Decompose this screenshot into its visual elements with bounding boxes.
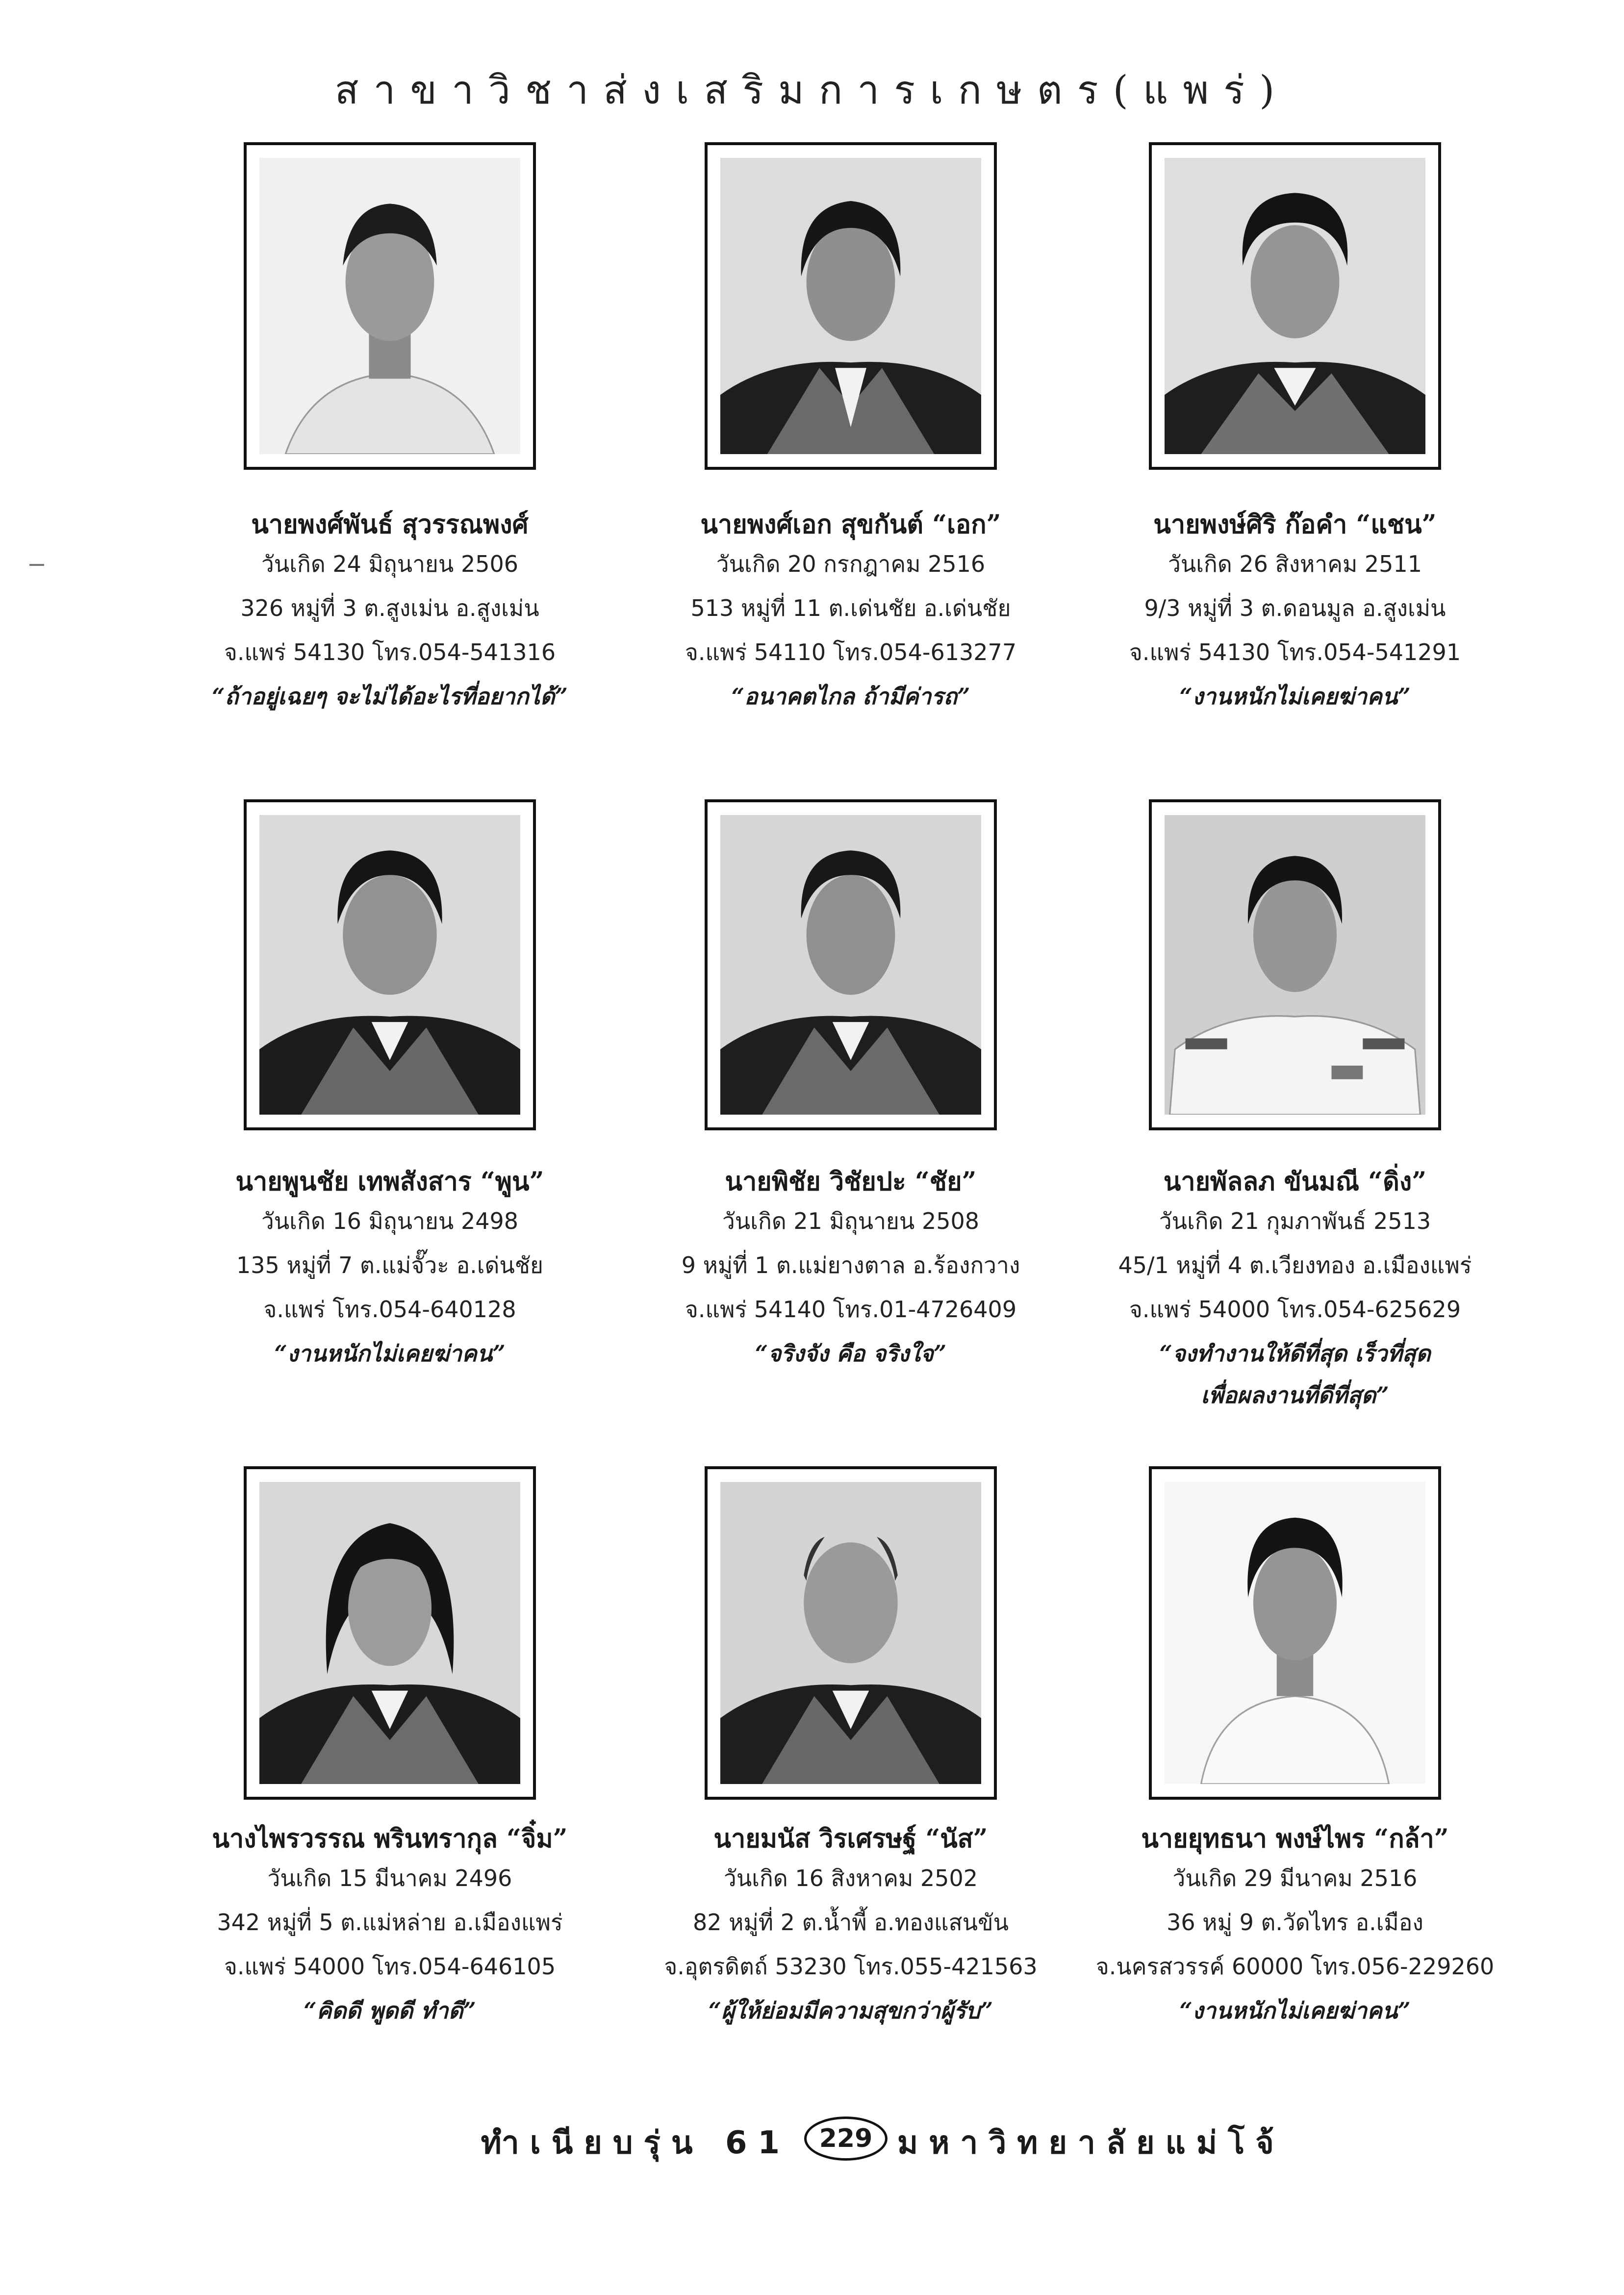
motto-continued: เพื่อผลงานที่ดีที่สุด” — [1201, 1382, 1389, 1408]
portrait-photo — [705, 142, 997, 470]
portrait-photo — [1149, 142, 1441, 470]
motto: “งานหนักไม่เคยฆ่าคน” — [1179, 1997, 1411, 2024]
person-card — [150, 1165, 630, 1376]
address-line: 9 หมู่ที่ 1 ต.แม่ยางตาล อ.ร้องกวาง — [681, 1252, 1020, 1278]
scan-mark — [29, 564, 44, 566]
motto: “อนาคตไกล ถ้ามีค่ารถ” — [731, 683, 970, 710]
motto: “คิดดี พูดดี ทำดี” — [304, 1997, 476, 2024]
person-card — [1055, 1165, 1535, 1415]
address-phone: จ.แพร่ 54130 โทร.054-541291 — [1129, 639, 1461, 665]
address-phone: จ.แพร่ 54110 โทร.054-613277 — [685, 639, 1017, 665]
motto: “ผู้ให้ย่อมมีความสุขกว่าผู้รับ” — [708, 1997, 993, 2024]
birth-date: วันเกิด 21 มิถุนายน 2508 — [722, 1208, 980, 1234]
person-card — [610, 1822, 1091, 2033]
page-footer — [0, 2104, 1624, 2172]
birth-date: วันเกิด 16 สิงหาคม 2502 — [724, 1865, 978, 1891]
address-line: 513 หมู่ที่ 11 ต.เด่นชัย อ.เด่นชัย — [690, 595, 1011, 621]
footer-yearbook-label: ทำเนียบรุ่น 61 — [481, 2125, 790, 2161]
person-card — [1055, 508, 1535, 718]
person-card — [150, 508, 630, 718]
person-name: นายพงศ์เอก สุขกันต์ “เอก” — [700, 510, 1001, 539]
person-card — [1055, 1822, 1535, 2033]
address-line: 82 หมู่ที่ 2 ต.น้ำพี้ อ.ทองแสนขัน — [692, 1909, 1009, 1936]
portrait-photo — [705, 1466, 997, 1800]
birth-date: วันเกิด 29 มีนาคม 2516 — [1172, 1865, 1418, 1891]
person-name: นายพงษ์ศิริ ก๊อคำ “แชน” — [1153, 510, 1437, 539]
address-line: 342 หมู่ที่ 5 ต.แม่หล่าย อ.เมืองแพร่ — [217, 1909, 563, 1936]
portrait-photo — [244, 1466, 536, 1800]
birth-date: วันเกิด 16 มิถุนายน 2498 — [261, 1208, 519, 1234]
portrait-photo — [244, 799, 536, 1130]
address-phone: จ.แพร่ 54130 โทร.054-541316 — [224, 639, 556, 665]
portrait-photo — [1149, 1466, 1441, 1800]
address-line: 36 หมู่ 9 ต.วัดไทร อ.เมือง — [1167, 1909, 1423, 1936]
address-phone: จ.แพร่ 54000 โทร.054-625629 — [1129, 1296, 1461, 1323]
address-line: 9/3 หมู่ที่ 3 ต.ดอนมูล อ.สูงเม่น — [1144, 595, 1446, 621]
address-line: 45/1 หมู่ที่ 4 ต.เวียงทอง อ.เมืองแพร่ — [1118, 1252, 1472, 1278]
motto: “จริงจัง คือ จริงใจ” — [755, 1340, 947, 1367]
address-phone: จ.แพร่ โทร.054-640128 — [263, 1296, 516, 1323]
birth-date: วันเกิด 26 สิงหาคม 2511 — [1168, 551, 1422, 577]
birth-date: วันเกิด 20 กรกฎาคม 2516 — [716, 551, 986, 577]
motto: “จงทำงานให้ดีที่สุด เร็วที่สุด — [1159, 1340, 1431, 1367]
address-line: 135 หมู่ที่ 7 ต.แม่จั๊วะ อ.เด่นชัย — [236, 1252, 543, 1278]
person-name: นางไพรวรรณ พรินทรากุล “จิ๋ม” — [212, 1824, 568, 1854]
birth-date: วันเกิด 15 มีนาคม 2496 — [267, 1865, 512, 1891]
birth-date: วันเกิด 24 มิถุนายน 2506 — [261, 551, 519, 577]
address-phone: จ.แพร่ 54140 โทร.01-4726409 — [685, 1296, 1017, 1323]
person-name: นายพัลลภ ขันมณี “ดิ่ง” — [1163, 1167, 1427, 1197]
person-name: นายพิชัย วิชัยปะ “ชัย” — [725, 1167, 977, 1197]
address-line: 326 หมู่ที่ 3 ต.สูงเม่น อ.สูงเม่น — [240, 595, 539, 621]
portrait-photo — [1149, 799, 1441, 1130]
person-card — [610, 1165, 1091, 1376]
person-name: นายยุทธนา พงษ์ไพร “กล้า” — [1141, 1824, 1449, 1854]
portrait-photo — [705, 799, 997, 1130]
portrait-photo — [244, 142, 536, 470]
address-phone: จ.แพร่ 54000 โทร.054-646105 — [224, 1953, 556, 1980]
page-title: สาขาวิชาส่งเสริมการเกษตร(แพร่) — [334, 67, 1290, 113]
motto: “งานหนักไม่เคยฆ่าคน” — [1179, 683, 1411, 710]
person-card — [150, 1822, 630, 2033]
person-name: นายพูนชัย เทพสังสาร “พูน” — [235, 1167, 544, 1197]
person-card — [610, 508, 1091, 718]
page-number: 229 — [804, 2116, 888, 2161]
birth-date: วันเกิด 21 กุมภาพันธ์ 2513 — [1159, 1208, 1431, 1234]
person-name: นายมนัส วิรเศรษฐ์ “นัส” — [713, 1824, 988, 1854]
footer-university: มหาวิทยาลัยแม่โจ้ — [897, 2125, 1285, 2161]
motto: “ถ้าอยู่เฉยๆ จะไม่ได้อะไรที่อยากได้” — [212, 683, 568, 710]
person-name: นายพงศ์พันธ์ สุวรรณพงศ์ — [251, 510, 529, 539]
motto: “งานหนักไม่เคยฆ่าคน” — [274, 1340, 506, 1367]
address-phone: จ.นครสวรรค์ 60000 โทร.056-229260 — [1095, 1953, 1495, 1980]
address-phone: จ.อุตรดิตถ์ 53230 โทร.055-421563 — [664, 1953, 1038, 1980]
